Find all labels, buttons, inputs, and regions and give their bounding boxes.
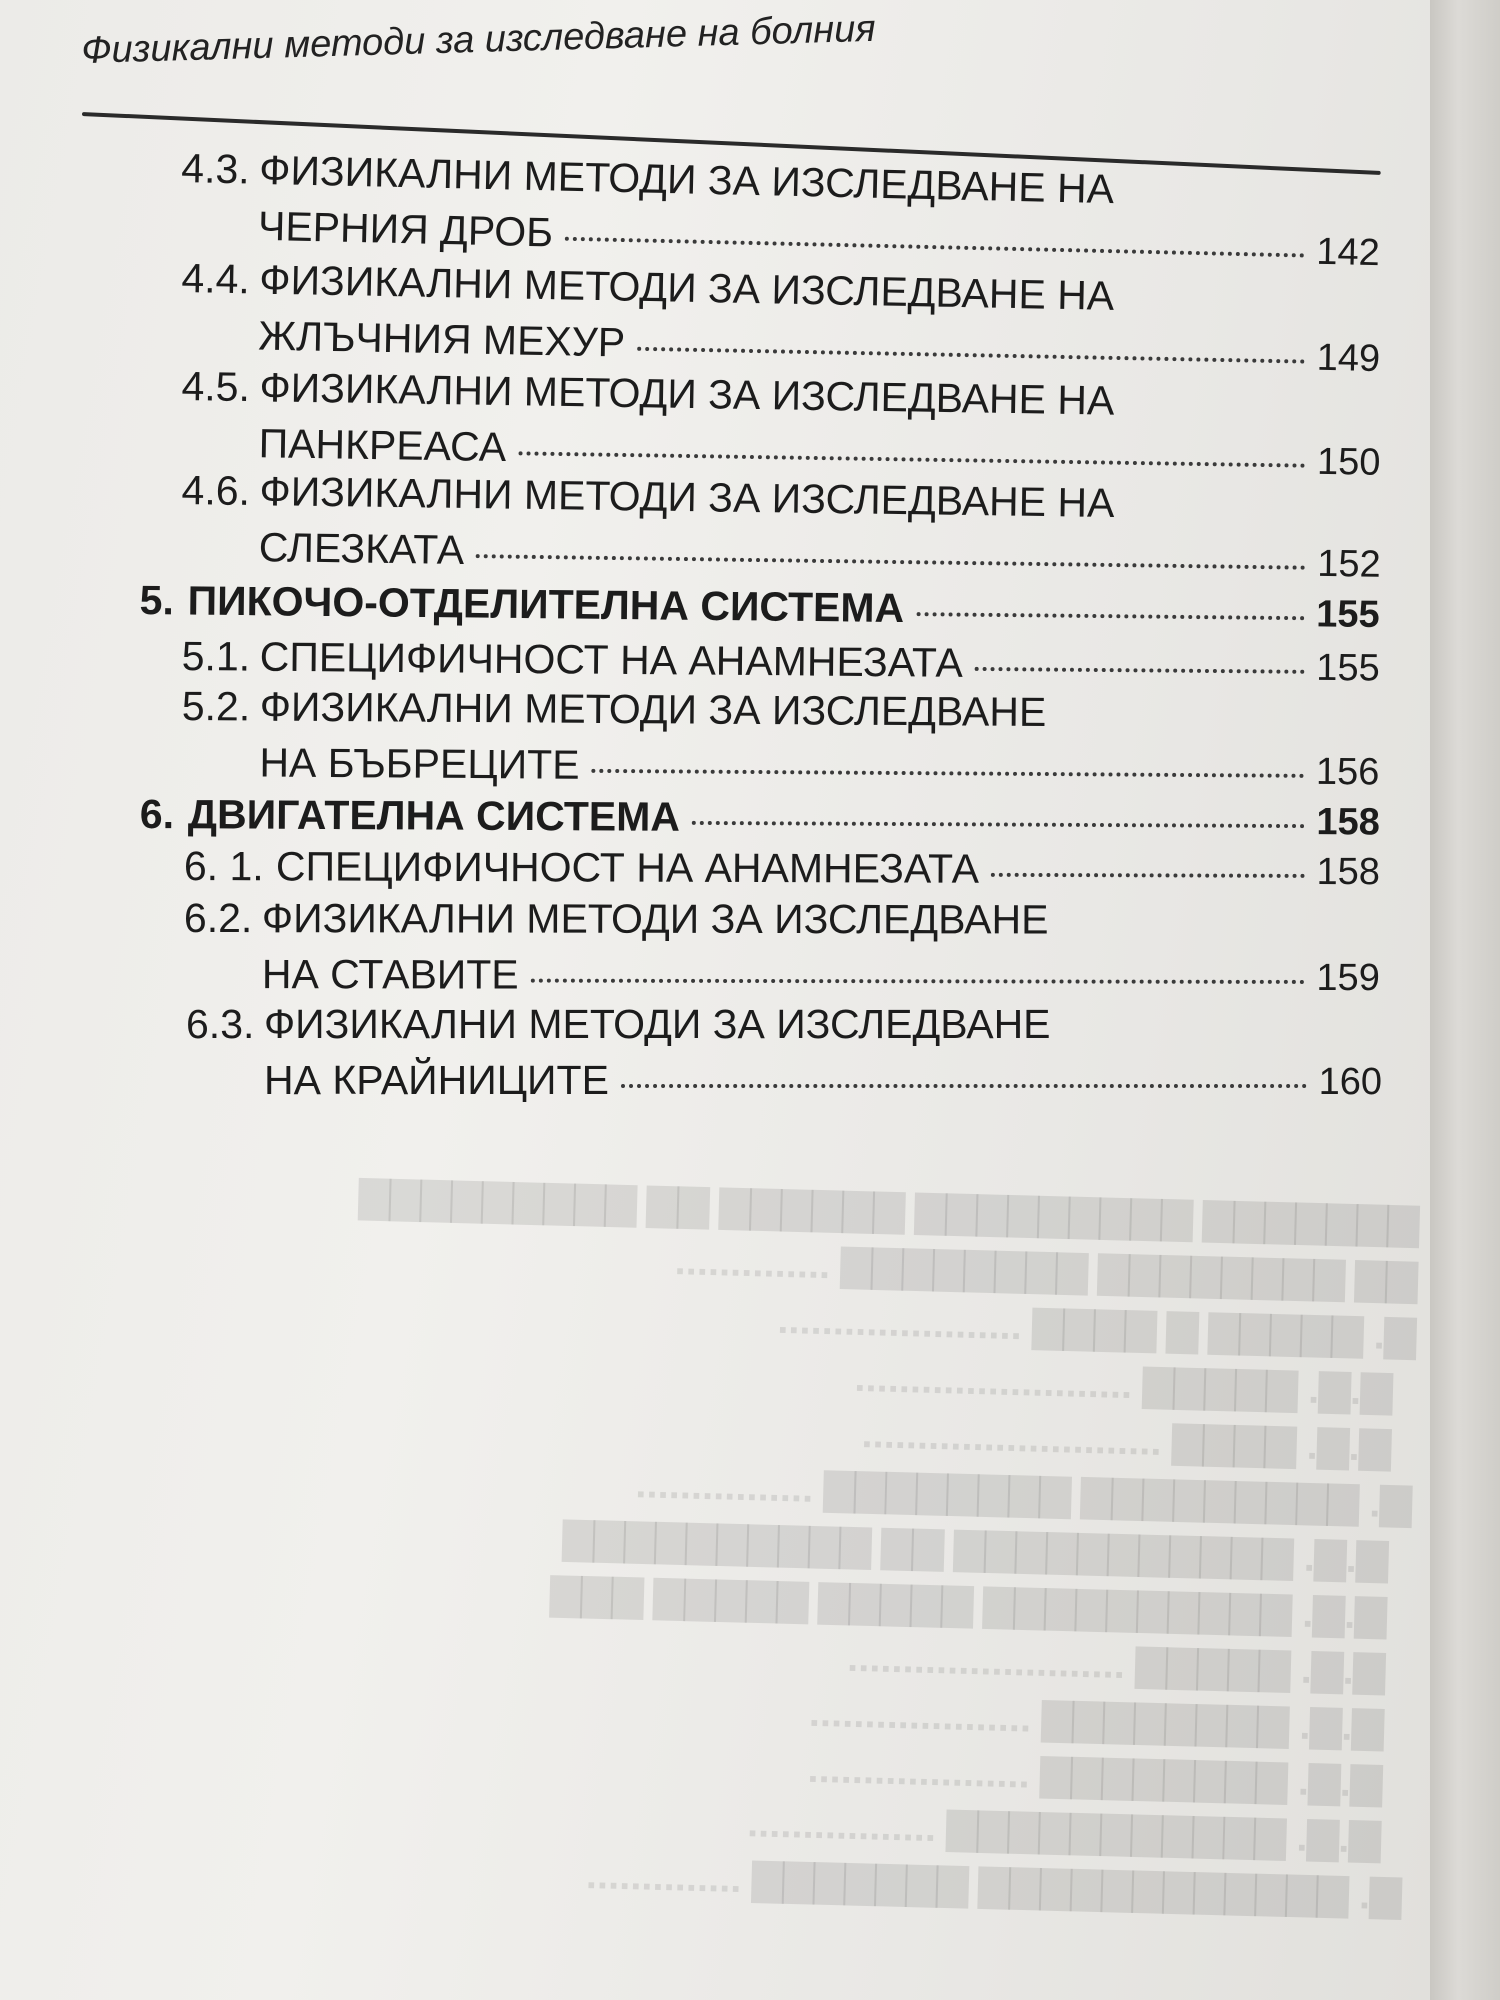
- page-number: 159: [1316, 956, 1380, 1000]
- page-number: 152: [1316, 542, 1381, 586]
- page-number: 158: [1316, 850, 1380, 894]
- entry-title: ФИЗИКАЛНИ МЕТОДИ ЗА ИЗСЛЕДВАНЕ: [259, 683, 1047, 736]
- toc-entry-4-6[interactable]: [180, 462, 1381, 593]
- entry-title: ДВИГАТЕЛНА СИСТЕМА: [187, 791, 681, 840]
- page-number: 149: [1316, 336, 1381, 381]
- entry-number: 6.: [139, 790, 175, 838]
- page-number: 155: [1316, 646, 1380, 690]
- entry-number: 6.3.: [186, 1001, 255, 1047]
- entry-title: СПЕЦИФИЧНОСТ НА АНАМНЕЗАТА: [275, 843, 980, 892]
- toc-entry-6-2[interactable]: [184, 890, 1380, 1006]
- entry-number: 4.3.: [180, 144, 251, 193]
- dot-leader: [692, 821, 1304, 828]
- dot-leader: [531, 979, 1305, 984]
- adjacent-page-edge: [1430, 0, 1500, 2000]
- dot-leader: [991, 873, 1304, 878]
- page-number: 158: [1316, 801, 1380, 844]
- entry-number: 5.2.: [181, 682, 251, 730]
- entry-number: 5.: [139, 576, 175, 624]
- dot-leader: [637, 347, 1305, 364]
- dot-leader: [621, 1084, 1307, 1088]
- bleed-through-texture: ▇▇▇▇▇▇▇ ▇▇▇▇▇▇▇▇▇ ▇▇▇▇▇▇ ▇▇ ▇▇▇▇▇▇▇▇▇ ▇▇ ▇▇▇▇▇▇▇▇ ▇▇▇▇▇▇▇▇ .............. ▇. ▇▇▇▇▇ ▇ ▇▇▇▇ ...................... ▇.▇. ▇▇▇▇▇ ......................... ▇.▇. ▇▇▇▇ ........................... ▇. ▇▇▇▇▇▇▇▇▇ ▇▇▇▇▇▇▇▇ ................ ▇.▇. ▇▇▇▇▇▇▇▇▇▇▇ ▇▇ ▇▇▇▇▇▇▇▇▇▇ ▇.▇. ▇▇▇▇▇▇▇▇▇▇ ▇▇▇▇▇ ▇▇▇▇▇ ▇▇▇ ▇.▇. ▇▇▇▇▇ ......................... ▇.▇. ▇▇▇▇▇▇▇▇ .................... ▇.▇. ▇▇▇▇▇▇▇▇ .................... ▇.▇. ▇▇▇▇▇▇▇▇▇▇▇ ................. ▇. ▇▇▇▇▇▇▇▇▇▇▇▇ ▇▇▇▇▇▇▇ ..............: [358, 1174, 1420, 1919]
- entry-title: ФИЗИКАЛНИ МЕТОДИ ЗА ИЗСЛЕДВАНЕ НА: [259, 364, 1115, 424]
- entry-title: ФИЗИКАЛНИ МЕТОДИ ЗА ИЗСЛЕДВАНЕ НА: [258, 146, 1115, 213]
- toc-entry-6-3[interactable]: [186, 996, 1382, 1110]
- entry-number: 6.2.: [183, 895, 253, 942]
- entry-title: ФИЗИКАЛНИ МЕТОДИ ЗА ИЗСЛЕДВАНЕ: [261, 895, 1049, 943]
- dot-leader: [476, 554, 1305, 570]
- entry-title-continued: СЛЕЗКАТА: [258, 524, 465, 573]
- entry-title-continued: НА БЪБРЕЦИТЕ: [259, 739, 580, 788]
- page-number: 160: [1318, 1061, 1382, 1103]
- entry-title: ПИКОЧО-ОТДЕЛИТЕЛНА СИСТЕМА: [187, 577, 905, 632]
- dot-leader: [518, 451, 1305, 467]
- entry-title-continued: ЧЕРНИЯ ДРОБ: [257, 202, 554, 256]
- page-number: 142: [1315, 230, 1381, 275]
- running-head: Физикални методи за изследване на болния: [80, 7, 877, 73]
- dot-leader: [565, 237, 1304, 258]
- entry-number: 6. 1.: [183, 843, 264, 890]
- dot-leader: [591, 769, 1303, 778]
- entry-title: СПЕЦИФИЧНОСТ НА АНАМНЕЗАТА: [259, 633, 964, 686]
- dot-leader: [975, 667, 1304, 674]
- entry-title-continued: НА СТАВИТЕ: [261, 951, 519, 998]
- entry-number: 4.5.: [181, 362, 251, 411]
- entry-title: ФИЗИКАЛНИ МЕТОДИ ЗА ИЗСЛЕДВАНЕ: [264, 1001, 1051, 1047]
- dot-leader: [916, 612, 1304, 620]
- page-number: 156: [1315, 750, 1380, 794]
- entry-number: 4.4.: [181, 254, 251, 303]
- page-number: 155: [1315, 593, 1380, 636]
- page-number: 150: [1316, 440, 1381, 484]
- toc-entry-5-2[interactable]: [181, 678, 1380, 800]
- entry-title: ФИЗИКАЛНИ МЕТОДИ ЗА ИЗСЛЕДВАНЕ НА: [259, 256, 1115, 319]
- entry-number: 4.6.: [181, 466, 251, 514]
- entry-title-continued: НА КРАЙНИЦИТЕ: [264, 1057, 609, 1103]
- entry-title-continued: ПАНКРЕАСА: [258, 420, 507, 471]
- entry-title-continued: ЖЛЪЧНИЯ МЕХУР: [257, 312, 626, 366]
- entry-number: 5.1.: [181, 632, 251, 680]
- entry-title: ФИЗИКАЛНИ МЕТОДИ ЗА ИЗСЛЕДВАНЕ НА: [259, 468, 1115, 527]
